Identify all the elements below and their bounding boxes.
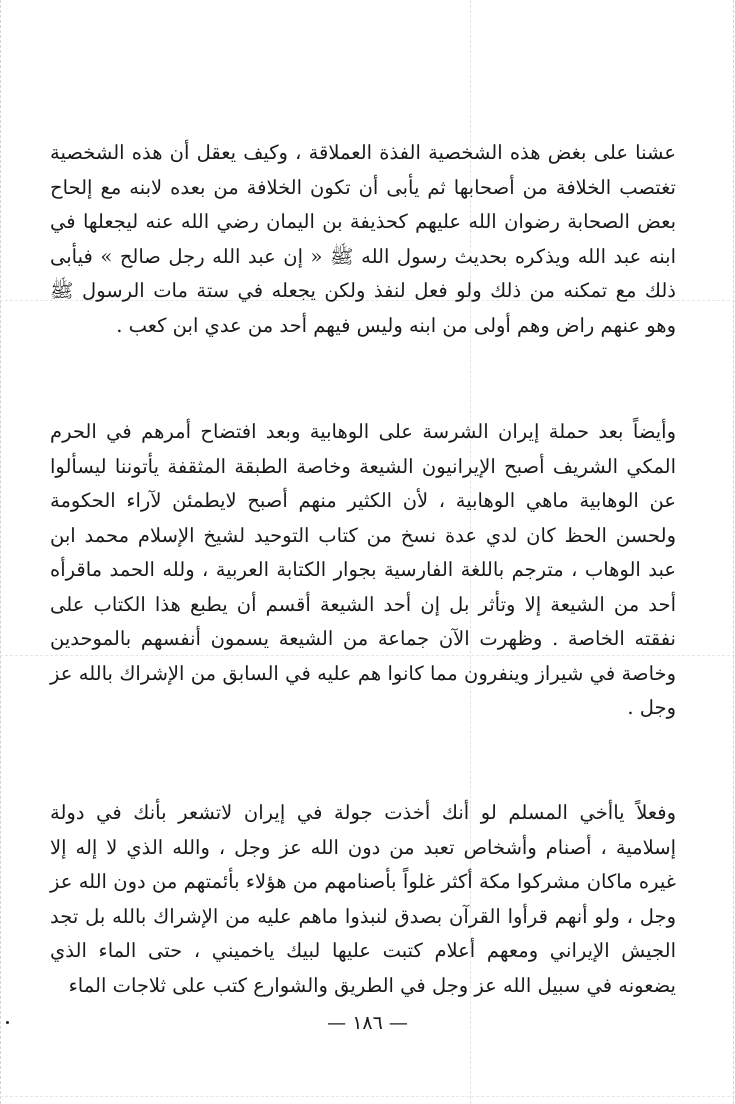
paragraph-3	[50, 796, 676, 1003]
scan-guide-line	[0, 1096, 735, 1097]
margin-mark	[6, 1021, 9, 1024]
paragraph-2	[50, 415, 676, 726]
scan-guide-line	[733, 0, 734, 1104]
paragraph-text: عشنا على بغض هذه الشخصية الفذة العملاقة ، وكيف يعقل أن هذه الشخصية تغتصب الخلافة من أصحابها ثم يأبى أن تكون الخلافة من بعده لابنه مع إلحاح بعض الصحابة رضوان الله عليهم كحذيفة بن اليمان رضي الله عنه ليجعلها في ابنه عبد الله ويذكره بحديث رسول الله ﷺ « إن عبد الله رجل صالح » فيأبى ذلك مع تمكنه من ذلك ولو فعل لنفذ ولكن يجعله في ستة مات الرسول ﷺ وهو عنهم راض وهم أولى من ابنه وليس فيهم أحد من عدي ابن كعب .	[50, 141, 676, 337]
scan-guide-line	[0, 0, 1, 1104]
paragraph-1	[50, 136, 676, 343]
paragraph-text: وأيضاً بعد حملة إيران الشرسة على الوهابية وبعد افتضاح أمرهم في الحرم المكي الشريف أصبح الإيرانيون الشيعة وخاصة الطبقة المثقفة يأتوننا ليسألوا عن الوهابية ماهي الوهابية ، لأن الكثير منهم أصبح لايطمئن لآراء الحكومة ولحسن الحظ كان لدي عدة نسخ من كتاب التوحيد لشيخ الإسلام محمد ابن عبد الوهاب ، مترجم باللغة الفارسية بجوار الكتابة العربية ، ولله الحمد ماقرأه أحد من الشيعة إلا وتأثر بل إن أحد الشيعة أقسم أن يطبع هذا الكتاب على نفقته الخاصة . وظهرت الآن جماعة من الشيعة يسمون أنفسهم بالموحدين وخاصة في شيراز وينفرون مما كانوا هم عليه في السابق من الإشراك بالله عز وجل .	[50, 420, 676, 719]
page-number: — ١٨٦ —	[327, 1012, 408, 1034]
paragraph-text: وفعلاً ياأخي المسلم لو أنك أخذت جولة في إيران لاتشعر بأنك في دولة إسلامية ، أصنام وأشخاص تعبد من دون الله عز وجل ، والله الذي لا إله إلا غيره ماكان مشركوا مكة أكثر غلواً بأصنامهم من هؤلاء بأئمتهم من دون الله عز وجل ، ولو أنهم قرأوا القرآن بصدق لنبذوا ماهم عليه من الإشراك بالله بل تجد الجيش الإيراني ومعهم أعلام كتبت عليها لبيك ياخميني ، حتى الماء الذي يضعونه في سبيل الله عز وجل في الطريق والشوارع كتب على ثلاجات الماء	[50, 801, 676, 997]
